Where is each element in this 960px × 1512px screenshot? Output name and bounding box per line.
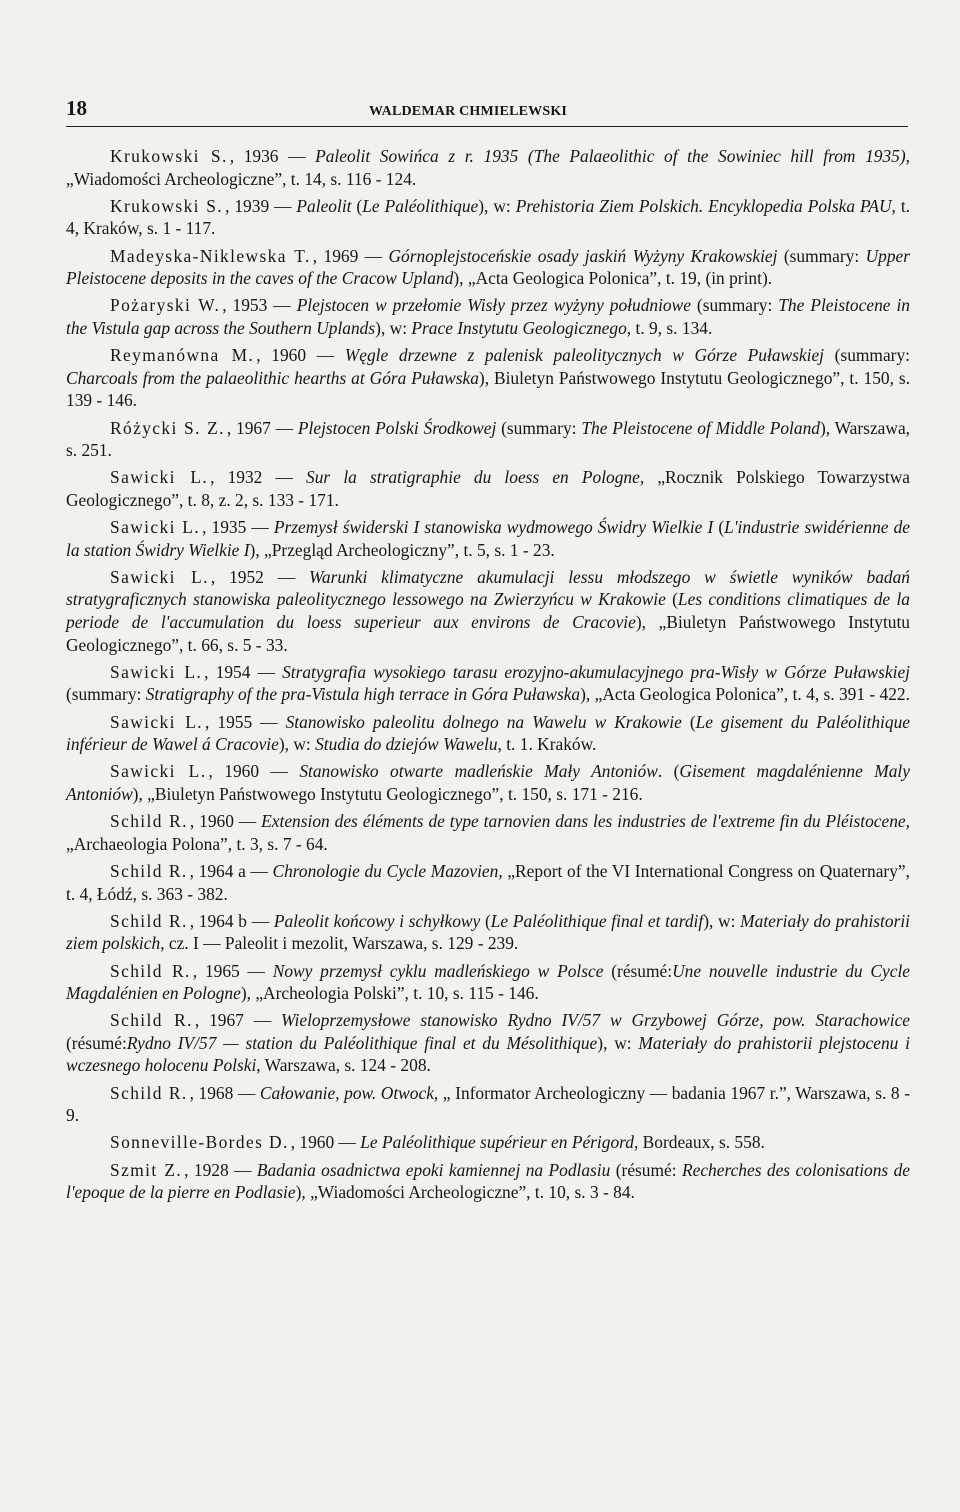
reference-source: , cz. I — Paleolit i mezolit, Warszawa, s. 129 - 239. (160, 933, 519, 954)
reference-source: ), „Archeologia Polski”, t. 10, s. 115 - 146. (240, 983, 539, 1004)
reference-title: Nowy przemysł cyklu madleńskiego w Polsce (272, 960, 604, 981)
reference-year: , 1935 — (202, 517, 274, 538)
reference-text: (summary: (66, 684, 146, 705)
reference-source: ), „Biuletyn Państwowego Instytutu Geologicznego”, t. 66, s. 5 - 33. (66, 612, 910, 655)
reference-author: Schild R. (110, 1082, 188, 1103)
reference-source: , t. 9, s. 134. (626, 317, 713, 338)
reference-author: Schild R. (110, 811, 188, 832)
reference-year: , 1932 — (210, 467, 307, 488)
reference-title: Les conditions climatiques de la periode de l'accumulation du loess superieur aux environs de Cracovie (66, 589, 910, 633)
reference-title: Materiały do prahistorii ziem polskich (66, 910, 911, 954)
reference-list (66, 145, 910, 1208)
reference-text: ), w: (478, 195, 516, 216)
reference-year: , 1964 b — (189, 910, 274, 931)
reference-text: (résumé: (66, 1032, 127, 1053)
reference-text: (résumé: (603, 960, 673, 981)
reference-source: „Rocznik Polskiego Towarzystwa Geologicznego”, t. 8, z. 2, s. 133 - 171. (66, 467, 910, 510)
reference-source: ), Warszawa, s. 251. (66, 417, 911, 461)
reference-entry (66, 516, 910, 561)
reference-title: Materiały do prahistorii plejstocenu i wczesnego holocenu Polski (66, 1032, 910, 1076)
reference-author: Schild R. (110, 910, 188, 931)
reference-author: Różycki S. Z. (110, 417, 225, 438)
reference-text: ( (665, 589, 678, 610)
reference-author: Pożaryski W. (110, 295, 221, 316)
reference-title: Warunki klimatyczne akumulacji lessu młodszego w świetle wyników badań stratygraficznych stanowiska paleolitycznego lessowego na Zwierzyńcu w Krakowie (66, 566, 910, 610)
reference-title: Stanowisko otwarte madleńskie Mały Antoniów (299, 761, 658, 782)
reference-year: , 1960 — (290, 1132, 361, 1153)
reference-entry (66, 810, 910, 855)
reference-text: (summary: (690, 295, 779, 316)
reference-title: Extension des éléments de type tarnovien dans les industries de l'extreme fin du Pléistocene, (261, 811, 910, 832)
reference-source: ), „Biuletyn Państwowego Instytutu Geologicznego”, t. 150, s. 171 - 216. (132, 783, 643, 804)
reference-title: Wieloprzemysłowe stanowisko Rydno IV/57 w Grzybowej Górze, pow. Starachowice (281, 1010, 911, 1031)
reference-text: ( (480, 910, 491, 931)
reference-author: Szmit Z. (110, 1159, 183, 1180)
reference-title: Studia do dziejów Wawelu (315, 734, 498, 755)
reference-text: ( (713, 517, 725, 538)
reference-year: , 1965 — (192, 960, 273, 981)
reference-title: Une nouvelle industrie du Cycle Magdalénien en Pologne (66, 960, 910, 1004)
reference-entry (66, 195, 910, 240)
page-header (66, 96, 908, 127)
reference-title: Przemysł świderski I stanowiska wydmowego Świdry Wielkie I (273, 517, 714, 538)
reference-source: ), „Acta Geologica Polonica”, t. 4, s. 391 - 422. (580, 684, 910, 705)
reference-year: , 1955 — (205, 711, 286, 732)
reference-title: Prace Instytutu Geologicznego (411, 317, 627, 338)
reference-entry (66, 466, 910, 511)
reference-text: ), w: (278, 734, 316, 755)
reference-source: ), „Wiadomości Archeologiczne”, t. 10, s. 3 - 84. (295, 1182, 635, 1203)
reference-year: , 1960 — (208, 761, 300, 782)
reference-entry (66, 711, 910, 756)
reference-title: Rydno IV/57 — station du Paléolithique final et du Mésolithique (126, 1032, 598, 1053)
reference-author: Schild R. (110, 960, 191, 981)
reference-source: , „Wiadomości Archeologiczne”, t. 14, s. 116 - 124. (66, 146, 910, 189)
reference-source: , t. 1. Kraków. (497, 734, 597, 755)
reference-source: , Bordeaux, s. 558. (633, 1132, 765, 1153)
running-title: WALDEMAR CHMIELEWSKI (369, 104, 568, 119)
reference-title: Plejstocen w przełomie Wisły przez wyżyny południowe (296, 295, 691, 316)
reference-title: Prehistoria Ziem Polskich. Encyklopedia Polska PAU (515, 195, 892, 216)
reference-entry (66, 960, 910, 1005)
reference-entry (66, 417, 910, 462)
reference-year: , 1928 — (184, 1159, 257, 1180)
reference-entry (66, 910, 910, 955)
reference-text: (summary: (496, 417, 582, 438)
reference-year: , 1969 — (312, 245, 389, 266)
reference-entry (66, 661, 910, 706)
reference-title: Górnoplejstoceńskie osady jaskiń Wyżyny Krakowskiej (388, 245, 778, 266)
reference-title: L'industrie swidérienne de la station Świdry Wielkie I (66, 517, 911, 560)
page-number: 18 (66, 96, 87, 120)
reference-entry (66, 344, 910, 412)
reference-author: Sawicki L. (110, 661, 203, 682)
reference-text: ( (351, 195, 363, 216)
reference-title: Le gisement du Paléolithique inférieur de Wawel á Cracovie (66, 711, 910, 755)
reference-author: Schild R. (110, 860, 188, 881)
reference-text: ), w: (703, 910, 741, 931)
reference-year: , 1964 a — (189, 860, 273, 881)
reference-source: „Report of the VI International Congress on Quaternary”, t. 4, Łódź, s. 363 - 382. (66, 860, 910, 904)
reference-text: (summary: (824, 345, 910, 366)
reference-title: Stratygrafia wysokiego tarasu erozyjno-akumulacyjnego pra-Wisły w Górze Puławskiej (282, 661, 910, 682)
reference-title: Całowanie, pow. Otwock (259, 1082, 434, 1103)
reference-entry (66, 1009, 910, 1077)
reference-entry (66, 1131, 910, 1154)
reference-source: ), „Acta Geologica Polonica”, t. 19, (in print). (453, 268, 773, 289)
reference-year: , 1960 — (256, 345, 345, 366)
reference-title: Węgle drzewne z palenisk paleolitycznych w Górze Puławskiej (344, 345, 824, 366)
reference-year: , 1939 — (225, 195, 297, 216)
reference-entry (66, 860, 910, 905)
reference-year: , 1953 — (222, 295, 297, 316)
reference-entry (66, 1082, 910, 1127)
reference-title: Recherches des colonisations de l'epoque de la pierre en Podlasie (66, 1159, 911, 1203)
reference-title: Paleolit (296, 195, 352, 216)
reference-year: , 1968 — (189, 1082, 260, 1103)
reference-year: , 1936 — (229, 146, 316, 166)
reference-year: , 1952 — (210, 566, 309, 587)
reference-title: Plejstocen Polski Środkowej (297, 417, 497, 438)
reference-source: ), „Przegląd Archeologiczny”, t. 5, s. 1 - 23. (249, 539, 555, 560)
reference-title: Chronologie du Cycle Mazovien, (272, 860, 503, 881)
reference-text: . ( (657, 761, 680, 782)
reference-entry (66, 294, 910, 339)
reference-source: „Archaeologia Polona”, t. 3, s. 7 - 64. (66, 833, 328, 854)
reference-entry (66, 566, 910, 656)
reference-author: Madeyska-Niklewska T. (110, 245, 311, 266)
reference-year: , 1960 — (189, 811, 262, 832)
reference-title: The Pleistocene of Middle Poland (581, 417, 820, 438)
reference-source: , Warszawa, s. 124 - 208. (256, 1055, 431, 1076)
reference-text: ), w: (597, 1032, 639, 1053)
reference-entry (66, 1159, 910, 1204)
reference-text: (summary: (777, 245, 866, 266)
reference-title: Stanowisko paleolitu dolnego na Wawelu w Krakowie (285, 711, 682, 732)
reference-author: Schild R. (110, 1010, 193, 1031)
reference-title: Paleolit końcowy i schyłkowy (273, 910, 481, 931)
reference-year: , 1967 — (226, 417, 298, 438)
reference-source: ), Biuletyn Państwowego Instytutu Geologicznego”, t. 150, s. 139 - 146. (66, 367, 910, 411)
reference-title: Charcoals from the palaeolithic hearths at Góra Puławska (66, 367, 479, 388)
reference-entry (66, 245, 910, 290)
reference-author: Krukowski S. (110, 195, 224, 216)
reference-author: Krukowski S. (110, 146, 228, 166)
reference-source: , t. 4, Kraków, s. 1 - 117. (66, 195, 911, 239)
reference-author: Sawicki L. (110, 517, 201, 538)
reference-source: , „ Informator Archeologiczny — badania 1967 r.”, Warszawa, s. 8 - 9. (66, 1082, 911, 1126)
reference-title: Le Paléolithique (362, 195, 479, 216)
reference-title: Stratigraphy of the pra-Vistula high terrace in Góra Puławska (145, 684, 581, 705)
reference-title: The Pleistocene in the Vistula gap across the Southern Uplands (66, 295, 910, 338)
reference-year: , 1967 — (194, 1010, 282, 1031)
reference-author: Reymanówna M. (110, 345, 255, 366)
reference-entry (66, 760, 910, 805)
reference-text: (résumé: (610, 1159, 682, 1180)
reference-author: Sonneville-Bordes D. (110, 1132, 289, 1153)
reference-author: Sawicki L. (110, 467, 209, 488)
reference-author: Sawicki L. (110, 711, 204, 732)
reference-year: , 1954 — (204, 661, 283, 682)
reference-title: Le Paléolithique final et tardif (490, 910, 704, 931)
reference-title: Upper Pleistocene deposits in the caves of the Cracow Upland (66, 245, 911, 289)
reference-text: ( (681, 711, 696, 732)
reference-title: Badania osadnictwa epoki kamiennej na Podlasiu (256, 1159, 611, 1180)
reference-text: ), w: (375, 317, 412, 338)
reference-title: Gisement magdalénienne Maly Antoniów (66, 761, 910, 804)
reference-author: Sawicki L. (110, 761, 207, 782)
reference-author: Sawicki L. (110, 566, 209, 587)
reference-title: Paleolit Sowińca z r. 1935 (The Palaeolithic of the Sowiniec hill from 1935) (315, 146, 906, 166)
reference-title: Le Paléolithique supérieur en Périgord (360, 1132, 634, 1153)
reference-title: Sur la stratigraphie du loess en Pologne, (306, 467, 645, 488)
reference-entry (66, 145, 910, 190)
